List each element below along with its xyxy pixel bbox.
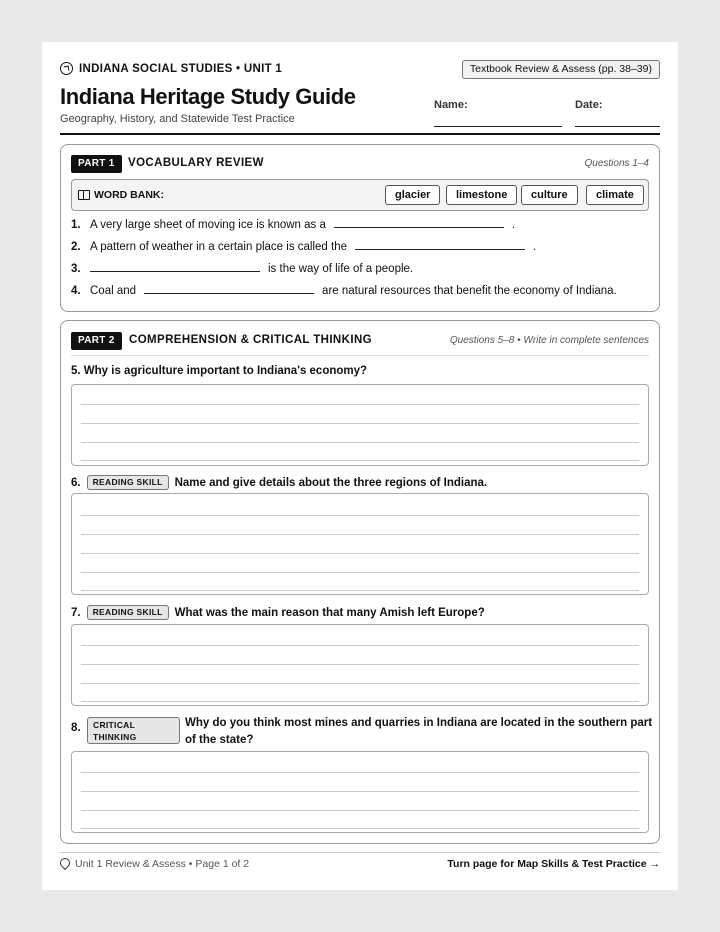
answer-blank[interactable] [144, 293, 314, 294]
part2-tag: PART 2 [71, 332, 122, 350]
badge-line: THINKING [93, 732, 137, 742]
word-bank-label [78, 189, 164, 201]
question-text: Name and give details about the three regions of Indiana. [174, 476, 488, 489]
question-6 [71, 475, 487, 490]
compass-icon [60, 62, 73, 75]
word-bank [71, 179, 649, 211]
part2-divider [71, 355, 649, 356]
question-text: What was the main reason that many Amish left Europe? [174, 606, 485, 619]
question-number: 1. [71, 219, 81, 231]
part1-tag: PART 1 [71, 155, 122, 173]
question-text: A pattern of weather in a certain place is called the [90, 241, 347, 253]
book-icon [78, 190, 90, 200]
word-chip: culture [521, 185, 578, 205]
question-number: 2. [71, 241, 81, 253]
name-label: Name: [434, 99, 468, 111]
page-title: Indiana Heritage Study Guide [60, 84, 356, 109]
unit-label [60, 62, 282, 75]
next-page-link[interactable]: Turn page for Map Skills & Test Practice → [447, 858, 660, 870]
footer-divider [60, 852, 660, 853]
question-number: 4. [71, 285, 81, 297]
location-pin-icon [60, 858, 70, 870]
question-text: Coal and [90, 285, 137, 297]
question-number: 3. [71, 263, 81, 275]
vocab-question-4 [71, 285, 617, 297]
question-7 [71, 605, 485, 620]
question-text: Why do you think most mines and quarries in Indiana are located in the southern part [185, 717, 653, 729]
header-divider [60, 133, 660, 135]
part1-title: VOCABULARY REVIEW [128, 157, 264, 169]
vocab-question-1 [71, 219, 515, 231]
vocab-question-3 [71, 263, 413, 275]
question-text: A very large sheet of moving ice is known as a [90, 219, 326, 231]
critical-thinking-badge [87, 717, 180, 744]
answer-blank[interactable] [355, 249, 525, 250]
word-chip: climate [586, 185, 644, 205]
word-bank-label-text: WORD BANK: [94, 189, 164, 201]
part2-title: COMPREHENSION & CRITICAL THINKING [129, 334, 372, 346]
date-field[interactable] [575, 126, 660, 127]
question-number: 7. [71, 606, 81, 619]
vocab-question-2 [71, 241, 536, 253]
footer-left-text: Unit 1 Review & Assess • Page 1 of 2 [75, 858, 250, 870]
date-label: Date: [575, 99, 603, 111]
word-chip: limestone [446, 185, 517, 205]
question-5 [71, 365, 367, 377]
question-number-8: 8. [71, 722, 81, 734]
question-text-end: . [511, 219, 516, 231]
question-text-end: is the way of life of a people. [268, 263, 414, 275]
textbook-badge: Textbook Review & Assess (pp. 38–39) [462, 60, 660, 79]
answer-box-8[interactable] [71, 751, 649, 833]
question-number: 5. [71, 365, 81, 377]
answer-box-6[interactable] [71, 493, 649, 595]
question-text: Why is agriculture important to Indiana's economy? [83, 365, 368, 377]
answer-blank[interactable] [334, 227, 504, 228]
question-text-end: are natural resources that benefit the economy of Indiana. [322, 285, 617, 297]
footer-left [60, 858, 249, 870]
reading-skill-badge: READING SKILL [87, 605, 169, 620]
word-chip: glacier [385, 185, 440, 205]
part1-range: Questions 1–4 [584, 158, 649, 169]
question-number: 6. [71, 476, 81, 489]
worksheet-page [42, 42, 678, 890]
part2-range: Questions 5–8 • Write in complete sentences [449, 335, 649, 346]
reading-skill-badge: READING SKILL [87, 475, 169, 490]
question-8-text [185, 715, 652, 749]
badge-line: CRITICAL [93, 720, 136, 730]
answer-blank[interactable] [90, 271, 260, 272]
question-text: of the state? [185, 734, 254, 746]
part1-section [60, 144, 660, 312]
question-text-end: . [533, 241, 537, 253]
unit-label-text: INDIANA SOCIAL STUDIES • UNIT 1 [79, 62, 283, 75]
name-field[interactable] [434, 126, 562, 127]
part2-section [60, 320, 660, 844]
page-subtitle: Geography, History, and Statewide Test Practice [60, 113, 295, 125]
answer-box-7[interactable] [71, 624, 649, 706]
answer-box-5[interactable] [71, 384, 649, 466]
